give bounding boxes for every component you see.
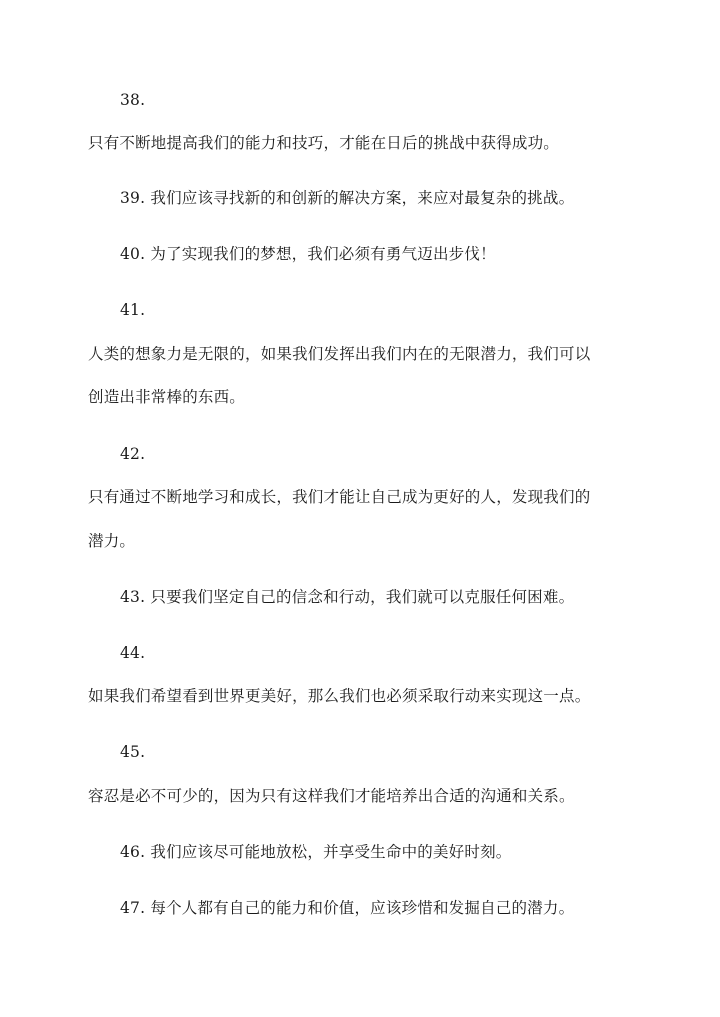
item-44-number: 44.	[120, 644, 146, 662]
item-42-number: 42.	[120, 445, 146, 463]
item-42-text-line-2: 潜力。	[88, 532, 136, 550]
item-41-text-line-1: 人类的想象力是无限的，如果我们发挥出我们内在的无限潜力，我们可以	[88, 345, 591, 363]
item-44-text: 如果我们希望看到世界更美好，那么我们也必须采取行动来实现这一点。	[88, 687, 591, 705]
item-43: 43. 只要我们坚定自己的信念和行动，我们就可以克服任何困难。	[120, 588, 575, 606]
item-46: 46. 我们应该尽可能地放松，并享受生命中的美好时刻。	[120, 843, 512, 861]
item-38-number: 38.	[120, 91, 146, 109]
item-47: 47. 每个人都有自己的能力和价值，应该珍惜和发掘自己的潜力。	[120, 899, 575, 917]
item-45-text: 容忍是必不可少的，因为只有这样我们才能培养出合适的沟通和关系。	[88, 787, 575, 805]
item-40: 40. 为了实现我们的梦想，我们必须有勇气迈出步伐！	[120, 245, 496, 263]
item-41-number: 41.	[120, 301, 146, 319]
item-42-text-line-1: 只有通过不断地学习和成长，我们才能让自己成为更好的人，发现我们的	[88, 488, 591, 506]
item-41-text-line-2: 创造出非常棒的东西。	[88, 388, 246, 406]
item-45-number: 45.	[120, 743, 146, 761]
item-38-text: 只有不断地提高我们的能力和技巧，才能在日后的挑战中获得成功。	[88, 134, 560, 152]
item-39: 39. 我们应该寻找新的和创新的解决方案，来应对最复杂的挑战。	[120, 189, 575, 207]
